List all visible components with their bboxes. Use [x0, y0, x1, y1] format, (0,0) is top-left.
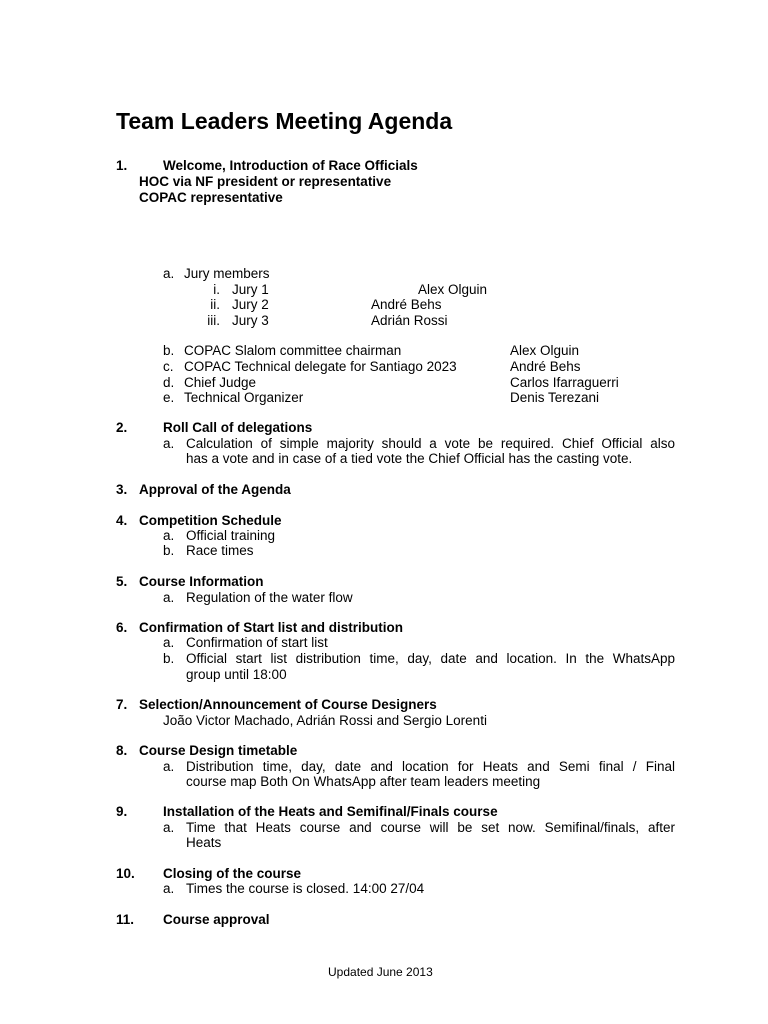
jury-name: André Behs: [371, 297, 442, 312]
section-line: João Victor Machado, Adrián Rossi and Sergio Lorenti: [163, 713, 487, 728]
sub-marker: a.: [163, 820, 175, 835]
item-number: 2.: [116, 420, 128, 435]
item-number: 8.: [116, 743, 128, 758]
item-number: 3.: [116, 482, 128, 497]
section-heading: Course Design timetable: [139, 743, 298, 758]
section-heading: Selection/Announcement of Course Designers: [139, 697, 437, 712]
sub-marker: a.: [163, 528, 175, 543]
sub-item-text: Official start list distribution time, day, date and location. In the WhatsApp: [186, 651, 675, 666]
sub-item-label: Jury members: [184, 266, 270, 281]
sub-item-text: Distribution time, day, date and location for Heats and Semi final / Final: [186, 759, 675, 774]
sub-item-text: Time that Heats course and course will be set now. Semifinal/finals, after: [186, 820, 675, 835]
section-heading: Approval of the Agenda: [139, 482, 291, 497]
role-label: Chief Judge: [184, 375, 257, 390]
section-heading: Welcome, Introduction of Race Officials: [163, 158, 418, 173]
section-heading: Competition Schedule: [139, 513, 282, 528]
section-heading: Closing of the course: [163, 866, 302, 881]
roman-marker: iii.: [207, 313, 220, 328]
page-title: Team Leaders Meeting Agenda: [116, 108, 453, 134]
item-number: 4.: [116, 513, 128, 528]
sub-item-text: course map Both On WhatsApp after team leaders meeting: [186, 774, 541, 789]
item-number: 1.: [116, 158, 128, 173]
item-number: 6.: [116, 620, 128, 635]
sub-marker: a.: [163, 881, 175, 896]
role-label: Technical Organizer: [184, 390, 304, 405]
sub-marker: a.: [163, 759, 175, 774]
sub-marker: b.: [163, 543, 175, 558]
sub-marker: c.: [163, 359, 174, 374]
sub-marker: a.: [163, 436, 175, 451]
role-name: André Behs: [510, 359, 581, 374]
sub-marker: a.: [163, 266, 175, 281]
sub-item-text: has a vote and in case of a tied vote the Chief Official has the casting vote.: [186, 451, 633, 466]
sub-item-text: Race times: [186, 543, 254, 558]
sub-marker: d.: [163, 375, 175, 390]
section-line: HOC via NF president or representative: [139, 174, 392, 189]
section-heading: Course approval: [163, 912, 270, 927]
sub-item-text: group until 18:00: [186, 667, 287, 682]
role-name: Carlos Ifarraguerri: [510, 375, 619, 390]
sub-item-text: Official training: [186, 528, 276, 543]
sub-item-text: Heats: [186, 835, 222, 850]
item-number: 11.: [116, 912, 135, 927]
section-heading: Course Information: [139, 574, 264, 589]
role-name: Denis Terezani: [510, 390, 600, 405]
jury-name: Adrián Rossi: [371, 313, 448, 328]
sub-item-text: Calculation of simple majority should a vote be required. Chief Official also: [186, 436, 675, 451]
role-label: COPAC Slalom committee chairman: [184, 343, 402, 358]
section-heading: Installation of the Heats and Semifinal/Finals course: [163, 804, 498, 819]
sub-item-text: Times the course is closed. 14:00 27/04: [186, 881, 425, 896]
roman-marker: i.: [213, 282, 220, 297]
jury-label: Jury 1: [232, 282, 269, 297]
sub-marker: b.: [163, 343, 175, 358]
page-footer: Updated June 2013: [328, 965, 433, 979]
roman-marker: ii.: [210, 297, 220, 312]
item-number: 7.: [116, 697, 128, 712]
item-number: 10.: [116, 866, 135, 881]
sub-item-text: Confirmation of start list: [186, 635, 328, 650]
section-heading: Confirmation of Start list and distribution: [139, 620, 403, 635]
sub-marker: e.: [163, 390, 175, 405]
jury-label: Jury 3: [232, 313, 269, 328]
role-label: COPAC Technical delegate for Santiago 2023: [184, 359, 457, 374]
section-heading: Roll Call of delegations: [163, 420, 313, 435]
sub-marker: a.: [163, 635, 175, 650]
jury-name: Alex Olguin: [418, 282, 488, 297]
role-name: Alex Olguin: [510, 343, 580, 358]
jury-label: Jury 2: [232, 297, 269, 312]
sub-marker: a.: [163, 590, 175, 605]
item-number: 5.: [116, 574, 128, 589]
sub-marker: b.: [163, 651, 175, 666]
sub-item-text: Regulation of the water flow: [186, 590, 353, 605]
item-number: 9.: [116, 804, 128, 819]
section-line: COPAC representative: [139, 190, 283, 205]
